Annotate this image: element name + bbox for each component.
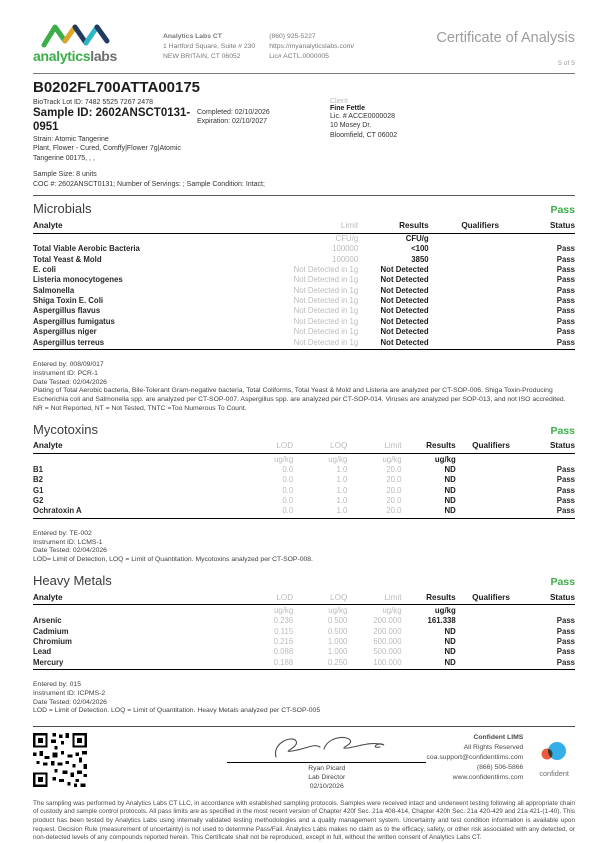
col-results: Results <box>358 220 428 233</box>
sample-info <box>33 98 575 163</box>
sample-dates <box>197 98 330 163</box>
product-description: Plant, Flower - Cured, Comffy|Flower 7g|Atomic Tangerine 00175, , , <box>33 145 181 162</box>
microbials-status-badge: Pass <box>550 204 575 217</box>
table-row <box>33 337 575 349</box>
sign-date: 02/10/2026 <box>309 782 344 790</box>
status-cell: Pass <box>556 254 575 264</box>
mycotoxins-table <box>33 441 575 519</box>
lod-cell: 0.0 <box>282 496 294 506</box>
result-cell: ND <box>444 475 456 485</box>
result-cell: ND <box>444 496 456 506</box>
entered-by: Entered by: TE-002 <box>33 529 92 537</box>
analyte-cell: G2 <box>33 496 44 506</box>
strain: Strain: Atomic Tangerine <box>33 136 109 144</box>
status-cell: Pass <box>556 647 575 657</box>
lab-contact-info <box>163 32 354 62</box>
units-row <box>33 233 575 244</box>
units-row <box>33 454 575 465</box>
analyte-cell: E. coli <box>33 265 56 275</box>
result-cell: <100 <box>411 244 429 254</box>
loq-unit: ug/kg <box>328 605 348 615</box>
sample-id: Sample ID: 2602ANSCT0131-0951 <box>33 107 191 134</box>
table-row <box>33 616 575 626</box>
date-tested: Date Tested: 02/04/2026 <box>33 547 107 555</box>
lab-logo <box>33 22 151 64</box>
lab-address-block <box>163 32 255 62</box>
qualifiers-cell <box>429 296 499 306</box>
analyte-cell: Aspergillus flavus <box>33 306 101 316</box>
col-lod: LOD <box>196 441 294 454</box>
analyte-cell: Cadmium <box>33 626 69 636</box>
result-cell: ND <box>444 626 456 636</box>
result-cell: Not Detected <box>380 306 429 316</box>
status-cell: Pass <box>556 496 575 506</box>
analyte-cell: Total Yeast & Mold <box>33 254 102 264</box>
lod-cell: 0.0 <box>196 506 294 518</box>
status-cell: Pass <box>556 475 575 485</box>
qualifiers-cell <box>429 244 499 254</box>
result-cell: ND <box>444 647 456 657</box>
col-analyte: Analyte <box>33 592 196 605</box>
col-status: Status <box>499 220 575 233</box>
biotrack-lot-id: BioTrack Lot ID: 7482 5525 7267 2478 <box>33 99 153 106</box>
limit-cell: 100.000 <box>347 657 401 669</box>
table-row <box>33 506 575 518</box>
confident-logo <box>533 733 575 778</box>
status-cell: Pass <box>556 626 575 636</box>
lab-website-link[interactable]: https://myanalyticslabs.com/ <box>269 42 355 50</box>
coc-block <box>33 170 575 189</box>
lab-phone-block <box>269 32 354 62</box>
table-row <box>33 265 575 275</box>
limit-cell: 600.000 <box>373 636 402 646</box>
limit-cell: 20.0 <box>386 496 402 506</box>
limit-cell: 100000 <box>332 254 359 264</box>
limit-cell: 200.000 <box>373 616 402 626</box>
table-row <box>33 254 575 264</box>
section-heavy-metals <box>33 573 575 716</box>
col-lod: LOD <box>196 592 294 605</box>
lab-name: Analytics Labs CT <box>163 33 222 40</box>
status-cell: Pass <box>556 306 575 316</box>
table-row <box>33 475 575 485</box>
qualifiers-cell <box>429 285 499 295</box>
mycotoxins-title: Mycotoxins <box>33 421 99 437</box>
col-analyte: Analyte <box>33 441 196 454</box>
disclaimer-text: The sampling was performed by Analytics Labs CT LLC, in accordance with established sampling protocols. Samples were received intact and underwent testing following all appropriate chain of custody and sample control protocols. All pass limits are as specified in the most recent version of Chapter 420f Sec. 21a 408-414, Chapter 420h Sec. 21a 420-429 and 21a 421-(1-40). This product has been tested by Analytics Labs using internally validated testing methodologies and a quality management system. Uncertainty and test condition information is available upon request. Decision Rule (measurement of uncertainty) is not used to determine Pass/Fail. Analytics Labs makes no claim as to the efficacy, safety, or other risk associated with any detected, or non-detected levels of any compounds reported herein. This Certificate shall not be reproduced, except in full, without the written consent of Analytics Labs CT. <box>33 799 575 842</box>
sample-details <box>33 98 197 163</box>
entered-by: Entered by: 015 <box>33 680 81 688</box>
analyte-cell: Arsenic <box>33 616 62 626</box>
qualifiers-cell <box>429 254 499 264</box>
analyte-cell: Ochratoxin A <box>33 506 196 518</box>
loq-cell: 1.000 <box>327 647 348 657</box>
section-divider <box>33 195 575 196</box>
limit-cell: Not Detected in 1g <box>293 265 359 275</box>
limit-unit: ug/kg <box>382 605 402 615</box>
client-address2: Bloomfield, CT 06002 <box>330 131 398 139</box>
status-cell: Pass <box>556 316 575 326</box>
col-limit: Limit <box>217 220 358 233</box>
instrument-id: Instrument ID: ICPMS-2 <box>33 689 106 697</box>
result-cell: ND <box>444 485 456 495</box>
mycotoxins-status-badge: Pass <box>550 424 575 437</box>
section-mycotoxins <box>33 422 575 565</box>
lod-cell: 0.236 <box>273 616 294 626</box>
page-indicator: 5 of 5 <box>557 60 575 67</box>
limit-unit: ug/kg <box>382 454 402 464</box>
lod-cell: 0.088 <box>273 647 294 657</box>
heavy-metals-meta <box>33 681 575 716</box>
qualifiers-cell <box>429 327 499 337</box>
qualifiers-cell <box>456 657 510 669</box>
lab-phone: (860) 925-5227 <box>269 33 316 40</box>
analyte-cell: Aspergillus terreus <box>33 337 217 349</box>
result-cell: ND <box>444 636 456 646</box>
table-row <box>33 306 575 316</box>
result-cell: Not Detected <box>380 327 429 337</box>
status-cell: Pass <box>510 657 575 669</box>
client-license: Lic. # ACCE0000028 <box>330 113 395 120</box>
coc-number: COC #: 2602ANSCT0131; Number of Servings: ; Sample Condition: Intact; <box>33 180 265 188</box>
result-cell: ND <box>402 657 456 669</box>
status-cell: Pass <box>556 285 575 295</box>
loq-cell: 1.0 <box>336 475 348 485</box>
signature-icon <box>262 733 392 763</box>
table-row <box>33 327 575 337</box>
lab-address-line2: NEW BRITAIN, CT 06052 <box>163 52 241 60</box>
client-name: Fine Fettle <box>330 105 366 112</box>
table-row <box>33 647 575 657</box>
footer <box>33 726 575 791</box>
status-cell: Pass <box>556 296 575 306</box>
limit-cell: Not Detected in 1g <box>293 275 359 285</box>
table-row <box>33 485 575 495</box>
date-tested: Date Tested: 02/04/2026 <box>33 698 107 706</box>
limit-cell: 200.000 <box>373 626 402 636</box>
table-row <box>33 285 575 295</box>
qualifiers-cell <box>456 485 510 495</box>
instrument-id: Instrument ID: PCR-1 <box>33 369 98 377</box>
results-unit: CFU/g <box>405 234 429 244</box>
qualifiers-cell <box>456 496 510 506</box>
qualifiers-cell <box>429 275 499 285</box>
loq-cell: 0.250 <box>293 657 347 669</box>
qualifiers-cell <box>456 636 510 646</box>
date-tested: Date Tested: 02/04/2026 <box>33 378 107 386</box>
lod-cell: 0.216 <box>273 636 294 646</box>
header <box>33 22 575 74</box>
lab-logo-wordmark <box>33 48 151 64</box>
microbials-meta <box>33 361 575 414</box>
heavy-metals-status-badge: Pass <box>550 576 575 589</box>
confident-logo-icon <box>540 741 568 763</box>
limit-cell: Not Detected in 1g <box>293 296 359 306</box>
result-cell: ND <box>444 465 456 474</box>
method-note: Plating of Total Aerobic bacteria, Bile-Tolerant Gram-negative bacteria, Total Coliforms, Total Yeast & Mold and Listeria are analyzed per CT-SOP-006. Shiga Toxin-Producing Escherichia coli and Salmonella spp. are analyzed per CT-SOP-007. Aspergillus spp. are analyzed per CT-SOP-014. Viruses are analyzed per SOP-013, and not ISO accredited. NR = Not Reported, NT = Not Tested, TNTC =Too Numerous To Count. <box>33 387 566 412</box>
status-cell: Pass <box>556 616 575 626</box>
result-cell: Not Detected <box>358 337 428 349</box>
client-block <box>330 98 397 163</box>
col-qualifiers: Qualifiers <box>429 220 499 233</box>
units-row <box>33 605 575 616</box>
results-unit: ug/kg <box>434 454 456 464</box>
status-cell: Pass <box>556 465 575 474</box>
table-row <box>33 296 575 306</box>
lims-name: Confident LIMS <box>473 734 524 742</box>
result-cell: 161.338 <box>427 616 456 626</box>
lims-url-link[interactable]: www.confidentlims.com <box>452 773 524 781</box>
microbials-title: Microbials <box>33 201 92 217</box>
microbials-table <box>33 220 575 350</box>
limit-cell: 500.000 <box>373 647 402 657</box>
lod-cell: 0.115 <box>274 626 294 636</box>
limit-cell: 20.0 <box>386 485 402 495</box>
result-cell: Not Detected <box>380 275 429 285</box>
batch-id-title: B0202FL700ATTA00175 <box>33 79 201 96</box>
lims-phone: (866) 506-5866 <box>476 763 524 771</box>
limit-cell: Not Detected in 1g <box>293 306 359 316</box>
col-analyte: Analyte <box>33 220 217 233</box>
doc-title-block <box>436 30 575 67</box>
status-cell: Pass <box>499 337 575 349</box>
limit-cell: Not Detected in 1g <box>293 316 359 326</box>
table-row <box>33 244 575 254</box>
loq-unit: ug/kg <box>328 454 348 464</box>
results-unit: ug/kg <box>434 605 456 615</box>
analyte-cell: Aspergillus fumigatus <box>33 316 115 326</box>
limit-cell: 20.0 <box>386 475 402 485</box>
qualifiers-cell <box>456 506 510 518</box>
lims-rights: All Rights Reserved <box>463 744 524 752</box>
qualifiers-cell <box>429 316 499 326</box>
qualifiers-cell <box>456 626 510 636</box>
doc-title: Certificate of Analysis <box>436 30 575 46</box>
lab-address-line1: 1 Hartford Square, Suite # 230 <box>163 42 256 50</box>
logo-text-labs: labs <box>90 48 118 64</box>
entered-by: Entered by: 008/09/017 <box>33 360 104 368</box>
col-results: Results <box>402 592 456 605</box>
lims-info <box>426 733 523 782</box>
loq-cell: 1.000 <box>327 636 348 646</box>
qualifiers-cell <box>456 475 510 485</box>
limit-cell: 20.0 <box>347 506 401 518</box>
qualifiers-cell <box>429 265 499 275</box>
signer-title: Lab Director <box>308 774 346 782</box>
table-row <box>33 496 575 506</box>
status-cell: Pass <box>556 636 575 646</box>
analyte-cell: Chromium <box>33 636 72 646</box>
col-loq: LOQ <box>293 441 347 454</box>
signature-block <box>227 733 426 791</box>
result-cell: Not Detected <box>380 316 429 326</box>
limit-cell: Not Detected in 1g <box>217 337 358 349</box>
table-row <box>33 636 575 646</box>
status-cell: Pass <box>510 506 575 518</box>
qualifiers-cell <box>429 337 499 349</box>
section-microbials <box>33 201 575 414</box>
instrument-id: Instrument ID: LCMS-1 <box>33 538 103 546</box>
loq-cell: 0.500 <box>327 626 348 636</box>
table-row <box>33 275 575 285</box>
analyte-cell: Total Viable Aerobic Bacteria <box>33 244 140 254</box>
lod-cell: 0.0 <box>282 485 294 495</box>
qr-code <box>33 733 87 787</box>
result-cell: Not Detected <box>380 296 429 306</box>
heavy-metals-table <box>33 592 575 670</box>
analyte-cell: Salmonella <box>33 285 75 295</box>
table-row <box>33 626 575 636</box>
client-label: Client <box>330 98 348 105</box>
analyte-cell: Lead <box>33 647 52 657</box>
loq-cell: 1.0 <box>336 465 348 474</box>
lod-unit: ug/kg <box>274 605 294 615</box>
col-status: Status <box>510 592 575 605</box>
lod-unit: ug/kg <box>274 454 294 464</box>
method-note: LOD= Limit of Detection, LOQ = Limit of Quantitation. Mycotoxins analyzed per CT-SOP-008. <box>33 556 313 564</box>
status-cell: Pass <box>556 327 575 337</box>
status-cell: Pass <box>556 265 575 275</box>
confident-logo-text: confident <box>539 769 569 779</box>
method-note: LOD = Limit of Detection. LOQ = Limit of Quantitation. Heavy Metals analyzed per CT-SOP-005 <box>33 707 321 715</box>
result-cell: Not Detected <box>380 285 429 295</box>
lab-license: Lic# ACTL.0000005 <box>269 52 329 60</box>
col-qualifiers: Qualifiers <box>456 441 510 454</box>
analyte-cell: B2 <box>33 475 43 485</box>
analyte-cell: B1 <box>33 465 43 474</box>
expiration-date: Expiration: 02/10/2027 <box>197 118 268 126</box>
signer-name: Ryan Picard <box>308 765 346 773</box>
qualifiers-cell <box>456 616 510 626</box>
lod-cell: 0.0 <box>282 475 294 485</box>
limit-cell: 100000 <box>332 244 359 254</box>
loq-cell: 1.0 <box>336 496 348 506</box>
lims-email-link[interactable]: coa.support@confidentlims.com <box>426 753 524 761</box>
client-address1: 10 Mosey Dr. <box>330 122 372 130</box>
result-cell: ND <box>402 506 456 518</box>
limit-unit: CFU/g <box>335 234 359 244</box>
lod-cell: 0.188 <box>196 657 294 669</box>
col-loq: LOQ <box>293 592 347 605</box>
lod-cell: 0.0 <box>282 465 294 474</box>
analytics-labs-logo-icon <box>41 22 117 48</box>
table-row <box>33 465 575 475</box>
col-results: Results <box>402 441 456 454</box>
limit-cell: Not Detected in 1g <box>293 327 359 337</box>
col-limit: Limit <box>347 592 401 605</box>
analyte-cell: Shiga Toxin E. Coli <box>33 296 104 306</box>
mycotoxins-meta <box>33 530 575 565</box>
qualifiers-cell <box>456 647 510 657</box>
status-cell: Pass <box>556 244 575 254</box>
status-cell: Pass <box>556 485 575 495</box>
completed-date: Completed: 02/10/2026 <box>197 109 270 116</box>
qualifiers-cell <box>429 306 499 316</box>
result-cell: Not Detected <box>380 265 429 275</box>
logo-text-analytics: analytics <box>33 48 91 64</box>
loq-cell: 0.500 <box>327 616 348 626</box>
analyte-cell: Mercury <box>33 657 196 669</box>
col-qualifiers: Qualifiers <box>456 592 510 605</box>
table-row <box>33 316 575 326</box>
analyte-cell: Aspergillus niger <box>33 327 97 337</box>
status-cell: Pass <box>556 275 575 285</box>
result-cell: 3850 <box>411 254 429 264</box>
loq-cell: 1.0 <box>293 506 347 518</box>
sample-size: Sample Size: 8 units <box>33 171 97 179</box>
limit-cell: 20.0 <box>386 465 402 474</box>
col-status: Status <box>510 441 575 454</box>
limit-cell: Not Detected in 1g <box>293 285 359 295</box>
qualifiers-cell <box>456 465 510 475</box>
table-row <box>33 657 575 669</box>
analyte-cell: Listeria monocytogenes <box>33 275 123 285</box>
col-limit: Limit <box>347 441 401 454</box>
analyte-cell: G1 <box>33 485 44 495</box>
heavy-metals-title: Heavy Metals <box>33 573 112 589</box>
loq-cell: 1.0 <box>336 485 348 495</box>
